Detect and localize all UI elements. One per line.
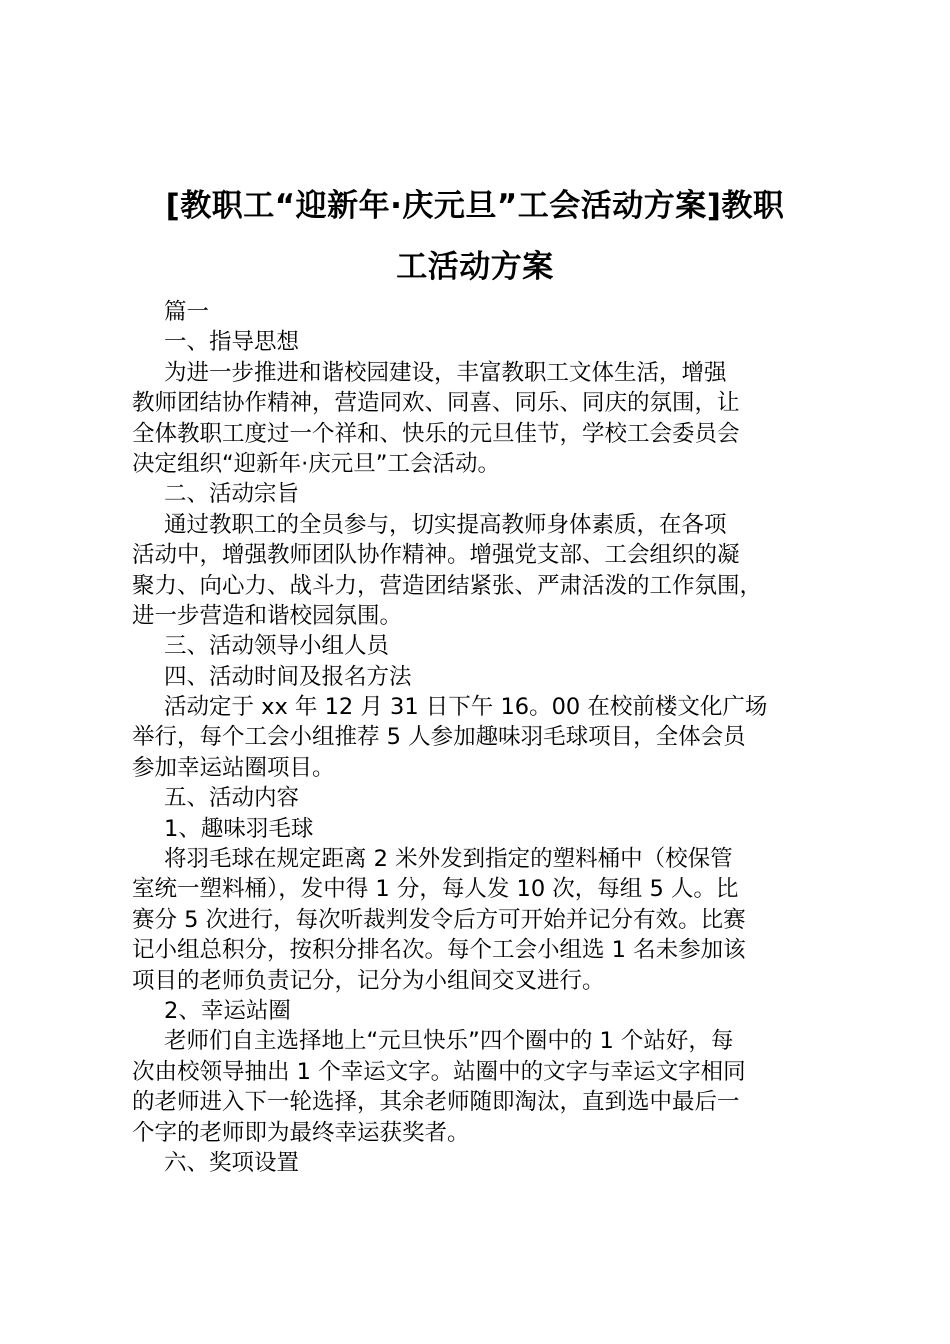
section-heading: 一、指导思想 bbox=[164, 329, 300, 356]
paragraph-line: 教师团结协作精神，营造同欢、同喜、同乐、同庆的氛围，让 bbox=[132, 390, 740, 417]
section-heading: 三、活动领导小组人员 bbox=[164, 633, 390, 660]
paragraph-line: 为进一步推进和谐校园建设，丰富教职工文体生活，增强 bbox=[164, 359, 727, 386]
subsection-heading: 2、幸运站圈 bbox=[164, 997, 291, 1024]
paragraph-line: 决定组织“迎新年·庆元旦”工会活动。 bbox=[132, 450, 500, 477]
paragraph-line: 进一步营造和谐校园氛围。 bbox=[132, 602, 403, 629]
paragraph-line: 参加幸运站圈项目。 bbox=[132, 754, 335, 781]
document-title bbox=[100, 176, 850, 298]
paragraph-line: 的老师进入下一轮选择，其余老师随即淘汰，直到选中最后一 bbox=[132, 1089, 740, 1116]
section-heading: 六、奖项设置 bbox=[164, 1149, 300, 1176]
paragraph-line: 个字的老师即为最终幸运获奖者。 bbox=[132, 1119, 470, 1146]
paragraph-line: 室统一塑料桶），发中得 1 分，每人发 10 次，每组 5 人。比 bbox=[132, 876, 739, 903]
section-heading: 四、活动时间及报名方法 bbox=[164, 663, 412, 690]
paragraph-line: 举行，每个工会小组推荐 5 人参加趣味羽毛球项目，全体会员 bbox=[132, 724, 746, 751]
section-heading: 五、活动内容 bbox=[164, 785, 300, 812]
paragraph-line: 聚力、向心力、战斗力，营造团结紧张、严肃活泼的工作氛围， bbox=[132, 572, 763, 599]
subsection-heading: 1、趣味羽毛球 bbox=[164, 815, 314, 842]
title-line: 工活动方案 bbox=[396, 249, 554, 285]
paragraph-line: 活动定于 xx 年 12 月 31 日下午 16。00 在校前楼文化广场 bbox=[164, 694, 768, 721]
paragraph-line: 赛分 5 次进行，每次听裁判发令后方可开始并记分有效。比赛 bbox=[132, 906, 746, 933]
paragraph-line: 次由校领导抽出 1 个幸运文字。站圈中的文字与幸运文字相同 bbox=[132, 1058, 746, 1085]
paragraph-line: 将羽毛球在规定距离 2 米外发到指定的塑料桶中（校保管 bbox=[164, 846, 733, 873]
document-body bbox=[132, 297, 844, 1178]
paragraph-line: 记小组总积分，按积分排名次。每个工会小组选 1 名未参加该 bbox=[132, 937, 746, 964]
section-heading: 二、活动宗旨 bbox=[164, 481, 300, 508]
paragraph-line: 活动中，增强教师团队协作精神。增强党支部、工会组织的凝 bbox=[132, 542, 740, 569]
paragraph-line: 项目的老师负责记分，记分为小组间交叉进行。 bbox=[132, 967, 605, 994]
paragraph-line: 通过教职工的全员参与，切实提高教师身体素质，在各项 bbox=[164, 511, 727, 538]
title-line: [教职工“迎新年·庆元旦”工会活动方案]教职 bbox=[165, 188, 785, 224]
section-label: 篇一 bbox=[164, 299, 210, 325]
paragraph-line: 老师们自主选择地上“元旦快乐”四个圈中的 1 个站好，每 bbox=[164, 1028, 734, 1055]
paragraph-line: 全体教职工度过一个祥和、快乐的元旦佳节，学校工会委员会 bbox=[132, 420, 740, 447]
